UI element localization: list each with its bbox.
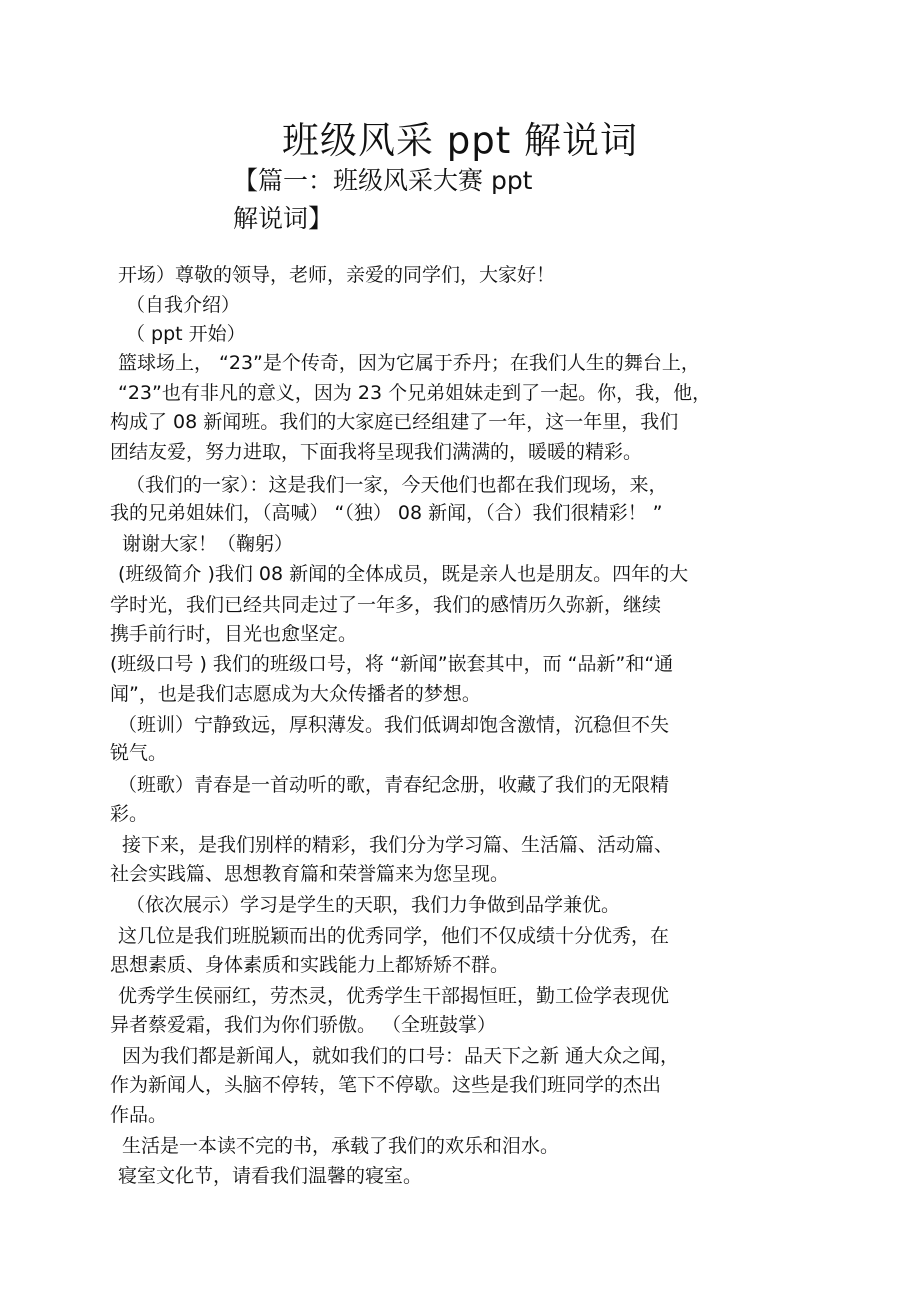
body-line: 寝室文化节，请看我们温馨的寝室。 (118, 1165, 423, 1187)
body-line: 我的兄弟姐妹们，（高喊） “（独） 08 新闻，（合）我们很精彩！ ” (110, 502, 663, 524)
body-line: 闻”，也是我们志愿成为大众传播者的梦想。 (110, 683, 481, 705)
body-line: 优秀学生侯丽红，劳杰灵，优秀学生干部揭恒旺，勤工俭学表现优 (118, 985, 670, 1007)
body-line: （依次展示）学习是学生的天职，我们力争做到品学兼优。 (126, 894, 621, 916)
body-line: 彩。 (110, 803, 149, 825)
body-line: “23”也有非凡的意义，因为 23 个兄弟姐妹走到了一起。你，我，他， (118, 382, 712, 404)
body-line: 生活是一本读不完的书，承载了我们的欢乐和泪水。 (122, 1135, 560, 1157)
body-line: 构成了 08 新闻班。我们的大家庭已经组建了一年，这一年里，我们 (110, 411, 679, 433)
body-line: 作为新闻人，头脑不停转，笔下不停歇。这些是我们班同学的杰出 (110, 1074, 662, 1096)
body-line: 谢谢大家！（鞠躬） (122, 533, 294, 555)
body-line: 锐气。 (110, 742, 168, 764)
body-line: （我们的一家）：这是我们一家，今天他们也都在我们现场，来， (126, 474, 668, 496)
body-line: （ ppt 开始） (126, 323, 246, 345)
body-line: 思想素质、身体素质和实践能力上都矫矫不群。 (110, 954, 510, 976)
document-title: 班级风采 ppt 解说词 (281, 119, 638, 162)
body-line: 篮球场上， “23”是个传奇，因为它属于乔丹；在我们人生的舞台上， (118, 352, 700, 374)
body-line: (班级简介 )我们 08 新闻的全体成员，既是亲人也是朋友。四年的大 (118, 563, 689, 585)
body-line: 社会实践篇、思想教育篇和荣誉篇来为您呈现。 (110, 863, 510, 885)
body-line: 作品。 (110, 1104, 168, 1126)
body-line: (班级口号 ) 我们的班级口号，将 “新闻”嵌套其中，而 “品新”和“通 (110, 653, 674, 675)
body-line: 异者蔡爱霜，我们为你们骄傲。 （全班鼓掌） (110, 1014, 497, 1036)
body-line: （班歌）青春是一首动听的歌，青春纪念册，收藏了我们的无限精 (118, 774, 670, 796)
body-line: （自我介绍） (126, 294, 241, 316)
body-line: （班训）宁静致远，厚积薄发。我们低调却饱含激情，沉稳但不失 (118, 714, 670, 736)
body-line: 因为我们都是新闻人，就如我们的口号：品天下之新 通大众之闻， (122, 1045, 680, 1067)
body-line: 团结友爱，努力进取，下面我将呈现我们满满的，暖暖的精彩。 (110, 441, 643, 463)
body-line: 这几位是我们班脱颖而出的优秀同学，他们不仅成绩十分优秀，在 (118, 925, 670, 947)
body-line: 接下来，是我们别样的精彩，我们分为学习篇、生活篇、活动篇、 (122, 834, 674, 856)
body-line: 开场）尊敬的领导，老师，亲爱的同学们，大家好！ (118, 264, 556, 286)
document-subtitle-line2: 解说词】 (233, 204, 334, 233)
body-line: 学时光，我们已经共同走过了一年多，我们的感情历久弥新，继续 (110, 594, 662, 616)
document-subtitle-line1: 【篇一：班级风采大赛 ppt (233, 166, 533, 195)
body-line: 携手前行时，目光也愈坚定。 (110, 623, 358, 645)
